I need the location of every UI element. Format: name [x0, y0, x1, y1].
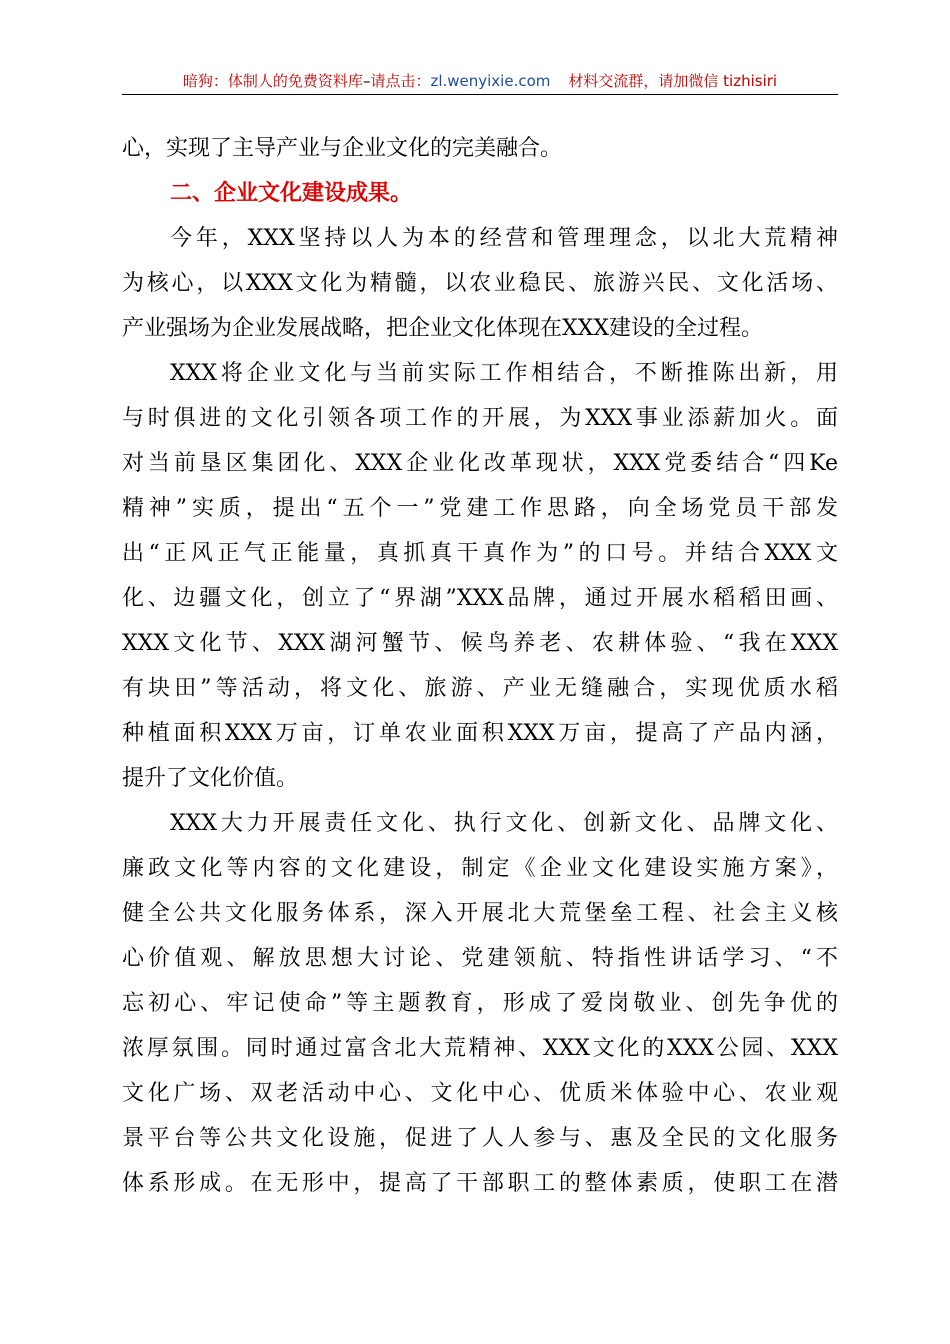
text-line: 廉政文化等内容的文化建设，制定《企业文化建设实施方案》，: [122, 856, 838, 881]
section-heading: 二、企业文化建设成果。: [170, 181, 413, 206]
text-line: 体系形成。在无形中，提高了干部职工的整体素质，使职工在潜: [122, 1171, 838, 1196]
text-line: 与时俱进的文化引领各项工作的开展，为XXX事业添薪加火。面: [122, 406, 838, 431]
header-click-label: 请点击：: [370, 72, 431, 90]
text-line: 忘初心、牢记使命”等主题教育，形成了爱岗敬业、创先争优的: [122, 991, 838, 1016]
text-line: XXX将企业文化与当前实际工作相结合，不断推陈出新，用: [170, 361, 838, 386]
text-line: 健全公共文化服务体系，深入开展北大荒堡垒工程、社会主义核: [122, 901, 838, 926]
text-line: XXX大力开展责任文化、执行文化、创新文化、品牌文化、: [170, 811, 838, 836]
text-line: 景平台等公共文化设施，促进了人人参与、惠及全民的文化服务: [122, 1126, 838, 1151]
text-line: 文化广场、双老活动中心、文化中心、优质米体验中心、农业观: [122, 1081, 838, 1106]
text-line: 精神”实质，提出“五个一”党建工作思路，向全场党员干部发: [122, 496, 838, 521]
page-header: [122, 70, 838, 95]
document-body: [122, 126, 838, 1206]
text-line: 化、边疆文化，创立了“界湖”XXX品牌，通过开展水稻稻田画、: [122, 586, 838, 611]
header-site-name: 暗狗：体制人的免费资料库: [182, 72, 363, 90]
text-line: 对当前垦区集团化、XXX企业化改革现状，XXX党委结合“四Ke: [122, 451, 838, 476]
text-line: 为核心，以XXX文化为精髓，以农业稳民、旅游兴民、文化活场、: [122, 271, 838, 296]
text-line: 心价值观、解放思想大讨论、党建领航、特指性讲话学习、“不: [122, 946, 838, 971]
text-line: 心，实现了主导产业与企业文化的完美融合。: [122, 136, 563, 161]
text-line: 有块田”等活动，将文化、旅游、产业无缝融合，实现优质水稻: [122, 676, 838, 701]
text-line: 提升了文化价值。: [122, 766, 299, 791]
header-group-text: 材料交流群，请加微信 tizhisiri: [568, 72, 778, 90]
text-line: 出“正风正气正能量，真抓真干真作为”的口号。并结合XXX文: [122, 541, 838, 566]
header-url-link[interactable]: zl.wenyixie.com: [430, 72, 551, 90]
text-line: 产业强场为企业发展战略，把企业文化体现在XXX建设的全过程。: [122, 316, 763, 341]
text-line: 种植面积XXX万亩，订单农业面积XXX万亩，提高了产品内涵，: [122, 721, 838, 746]
text-line: XXX文化节、XXX湖河蟹节、候鸟养老、农耕体验、“我在XXX: [122, 631, 838, 656]
header-separator: –: [362, 72, 371, 90]
text-line: 浓厚氛围。同时通过富含北大荒精神、XXX文化的XXX公园、XXX: [122, 1036, 838, 1061]
text-line: 今年，XXX坚持以人为本的经营和管理理念，以北大荒精神: [170, 226, 838, 251]
